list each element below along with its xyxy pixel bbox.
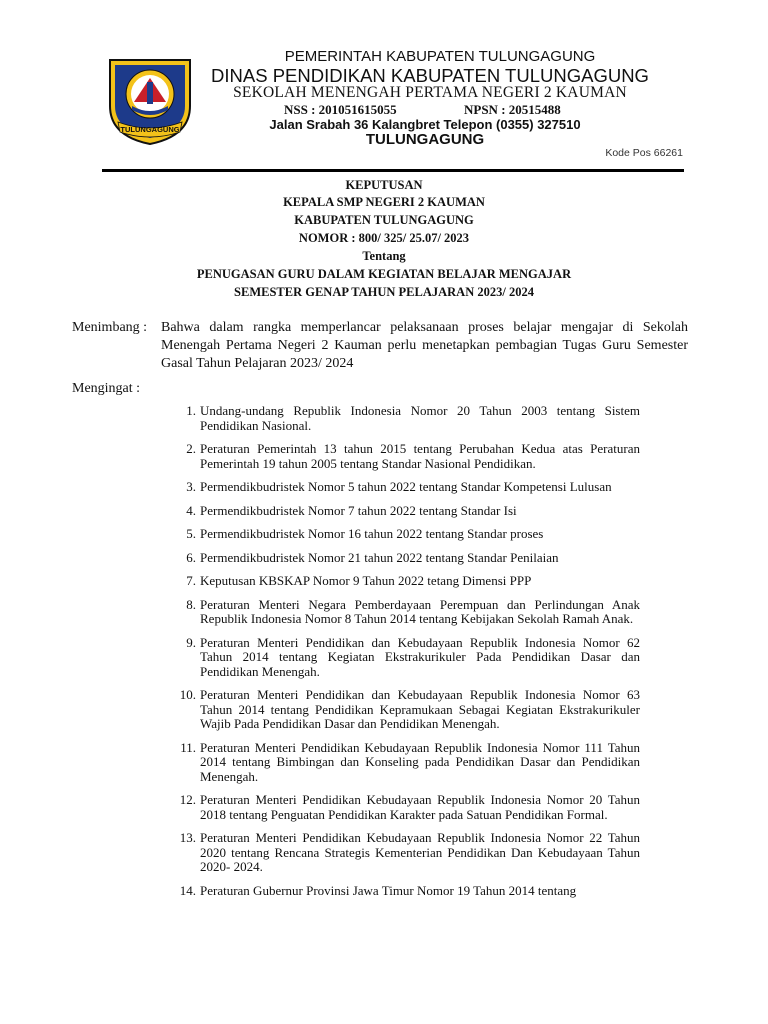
list-item [172,551,640,566]
decree-about-label: Tentang [362,249,406,263]
decree-region: KABUPATEN TULUNGAGUNG [294,213,474,227]
list-item-number: 4. [186,502,196,518]
government-name: PEMERINTAH KABUPATEN TULUNGAGUNG [284,48,596,65]
npsn-number: NPSN : 20515488 [464,102,561,117]
list-item-text: Permendikbudristek Nomor 5 tahun 2022 tentang Standar Kompetensi Lulusan [200,479,612,494]
list-item-number: 12. [179,792,196,807]
list-item [172,442,640,471]
department-name: DINAS PENDIDIKAN KABUPATEN TULUNGAGUNG [211,65,649,86]
list-item [172,504,640,519]
list-item-text: Peraturan Gubernur Provinsi Jawa Timur Nomor 19 Tahun 2014 tentang [200,882,577,898]
list-item-text: Peraturan Menteri Pendidikan Kebudayaan Republik Indonesia Nomor 111 Tahun 2014 tentang Bimbingan dan Konseling pada Pendidikan Dasar dan Pendidikan Menengah. [200,739,640,784]
menimbang-label: Menimbang : [72,320,148,335]
menimbang-text: Bahwa dalam rangka memperlancar pelaksanaan proses belajar mengajar di Sekolah Menengah Pertama Negeri 2 Kauman perlu menetapkan pembagian Tugas Guru Semester Gasal Tahun Pelajaran 2023/ 2024 [161,320,688,371]
list-item-text: Peraturan Pemerintah 13 tahun 2015 tentang Perubahan Kedua atas Peraturan Pemerintah 19 tahun 2005 tentang Standar Nasional Pendidikan. [200,441,640,471]
postal-code: Kode Pos 66261 [605,147,683,159]
decree-subject-line2: SEMESTER GENAP TAHUN PELAJARAN 2023/ 2024 [234,285,534,299]
list-item-number: 9. [186,634,196,650]
list-item [172,688,640,732]
list-item [172,636,640,680]
decree-heading: KEPUTUSAN [345,178,423,192]
list-item [172,793,640,822]
mengingat-label: Mengingat : [72,381,141,396]
list-item [172,741,640,785]
mengingat-list [172,404,640,907]
school-address: Jalan Srabah 36 Kalangbret Telepon (0355) 327510 [269,117,581,132]
school-city: TULUNGAGUNG [365,131,485,148]
list-item-text: Keputusan KBSKAP Nomor 9 Tahun 2022 tetang Dimensi PPP [200,573,532,588]
list-item [172,598,640,627]
list-item-number: 11. [180,739,196,755]
list-item-text: Undang-undang Republik Indonesia Nomor 20 Tahun 2003 tentang Sistem Pendidikan Nasional. [200,403,640,433]
regency-logo [104,56,196,146]
letterhead-divider [102,169,684,172]
list-item-text: Peraturan Menteri Negara Pemberdayaan Perempuan dan Perlindungan Anak Republik Indonesia Nomor 8 Tahun 2014 tentang Kebijakan Sekolah Ramah Anak. [200,596,640,626]
list-item-number: 13. [179,830,196,845]
list-item-number: 10. [179,687,196,702]
list-item-text: Permendikbudristek Nomor 7 tahun 2022 tentang Standar Isi [200,502,517,518]
decree-issuer: KEPALA SMP NEGERI 2 KAUMAN [283,195,485,209]
list-item-number: 3. [186,479,196,494]
list-item [172,480,640,495]
list-item [172,884,640,899]
list-item-text: Permendikbudristek Nomor 16 tahun 2022 tentang Standar proses [200,526,544,541]
list-item-text: Peraturan Menteri Pendidikan Kebudayaan Republik Indonesia Nomor 22 Tahun 2020 tentang Rencana Strategis Kementerian Pendidikan Dan Kebudayaan Tahun 2020- 2024. [200,830,640,874]
list-item-number: 5. [186,526,196,541]
list-item [172,527,640,542]
list-item [172,831,640,875]
list-item-number: 1. [186,403,196,418]
school-name: SEKOLAH MENENGAH PERTAMA NEGERI 2 KAUMAN [233,84,627,101]
list-item-text: Peraturan Menteri Pendidikan dan Kebudayaan Republik Indonesia Nomor 62 Tahun 2014 tentang Kegiatan Ekstrakurikuler Pada Pendidikan Dasar dan Pendidikan Menengah. [200,634,640,679]
list-item-number: 6. [186,549,196,565]
list-item-text: Peraturan Menteri Pendidikan dan Kebudayaan Republik Indonesia Nomor 63 Tahun 2014 tentang Pendidikan Kepramukaan Sebagai Kegiatan Ekstrakurikuler Wajib Pada Pendidikan Dasar dan Pendidikan Menengah. [200,687,640,731]
list-item-number: 7. [186,573,196,588]
nss-number: NSS : 201051615055 [284,102,397,117]
list-item-text: Permendikbudristek Nomor 21 tahun 2022 tentang Standar Penilaian [200,549,559,565]
list-item-number: 2. [186,441,196,456]
decree-number: NOMOR : 800/ 325/ 25.07/ 2023 [298,231,470,245]
decree-subject-line1: PENUGASAN GURU DALAM KEGIATAN BELAJAR MENGAJAR [196,267,572,281]
list-item-number: 14. [179,882,196,898]
list-item [172,404,640,433]
list-item [172,574,640,589]
logo-text: TULUNGAGUNG [120,125,180,134]
list-item-number: 8. [186,596,196,612]
list-item-text: Peraturan Menteri Pendidikan Kebudayaan Republik Indonesia Nomor 20 Tahun 2018 tentang Penguatan Pendidikan Karakter pada Satuan Pendidikan Formal. [200,792,640,822]
